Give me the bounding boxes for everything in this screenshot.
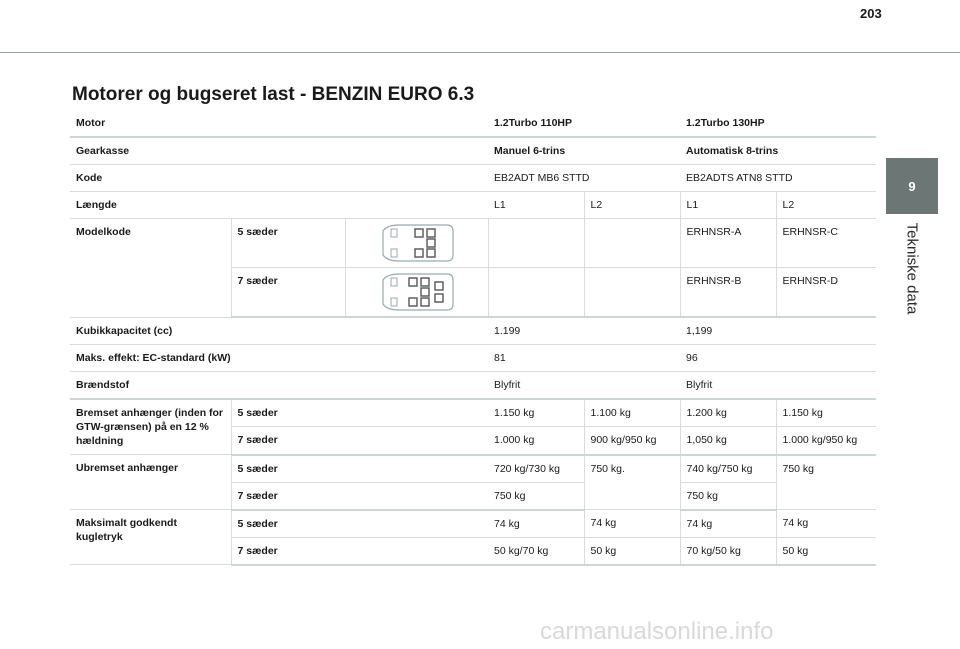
row-label: Bremset anhænger (inden for GTW-grænsen) på en 12 % hældning	[70, 399, 231, 455]
cell: 74 kg	[680, 510, 776, 538]
cell: 1.000 kg/950 kg	[776, 427, 876, 455]
watermark: carmanualsonline.info	[540, 618, 774, 645]
cell: 50 kg	[776, 537, 876, 565]
cell: 74 kg	[488, 510, 584, 538]
table-row	[70, 317, 876, 345]
cell	[584, 268, 680, 318]
cell: 1.200 kg	[680, 399, 776, 427]
table-row	[70, 192, 876, 219]
cell: 1,050 kg	[680, 427, 776, 455]
header-rule	[0, 52, 960, 53]
cell: 1.150 kg	[776, 399, 876, 427]
page-title: Motorer og bugseret last - BENZIN EURO 6.3	[72, 84, 475, 105]
cell: EB2ADTS ATN8 STTD	[680, 165, 876, 192]
row-label: Brændstof	[70, 372, 488, 400]
cell: 1,199	[680, 317, 876, 345]
seat-layout-7-icon	[345, 268, 488, 318]
row-label: Maks. effekt: EC-standard (kW)	[70, 345, 488, 372]
row-label: Kode	[70, 165, 488, 192]
seat-label: 7 sæder	[231, 482, 488, 510]
cell: 1.000 kg	[488, 427, 584, 455]
cell	[584, 219, 680, 268]
cell: 750 kg.	[584, 455, 680, 510]
row-label: Ubremset anhænger	[70, 455, 231, 510]
cell: L1	[488, 192, 584, 219]
seat-label: 7 sæder	[231, 537, 488, 565]
cell: 750 kg	[680, 482, 776, 510]
cell: ERHNSR-A	[680, 219, 776, 268]
row-label: Gearkasse	[70, 137, 488, 165]
row-label: Modelkode	[70, 219, 231, 318]
table-row	[70, 165, 876, 192]
table-row	[70, 110, 876, 137]
cell: ERHNSR-D	[776, 268, 876, 318]
cell: L1	[680, 192, 776, 219]
table-row	[70, 510, 876, 538]
cell: 50 kg/70 kg	[488, 537, 584, 565]
cell: 720 kg/730 kg	[488, 455, 584, 483]
cell: 81	[488, 345, 680, 372]
cell: 1.100 kg	[584, 399, 680, 427]
seat-label: 5 sæder	[231, 219, 345, 268]
row-label: Maksimalt godkendt kugletryk	[70, 510, 231, 565]
cell: 1.150 kg	[488, 399, 584, 427]
table-row	[70, 455, 876, 483]
cell: 74 kg	[584, 510, 680, 538]
cell: L2	[584, 192, 680, 219]
cell: Automatisk 8-trins	[680, 137, 876, 165]
cell: Blyfrit	[488, 372, 680, 400]
row-label: Længde	[70, 192, 488, 219]
seat-label: 7 sæder	[231, 427, 488, 455]
row-label: Motor	[70, 110, 488, 137]
seat-label: 5 sæder	[231, 455, 488, 483]
row-label: Kubikkapacitet (cc)	[70, 317, 488, 345]
cell	[488, 268, 584, 318]
seat-label: 5 sæder	[231, 399, 488, 427]
cell: 70 kg/50 kg	[680, 537, 776, 565]
page-number: 203	[860, 6, 882, 21]
seat-layout-5-icon	[345, 219, 488, 268]
cell	[488, 219, 584, 268]
table-row	[70, 399, 876, 427]
chapter-tab[interactable]: 9	[886, 158, 938, 214]
engine-spec-table	[70, 110, 876, 566]
seat-label: 7 sæder	[231, 268, 345, 318]
cell: Blyfrit	[680, 372, 876, 400]
cell: Manuel 6-trins	[488, 137, 680, 165]
table-row	[70, 219, 876, 268]
cell: 1.2Turbo 130HP	[680, 110, 876, 137]
cell: 50 kg	[584, 537, 680, 565]
table-row	[70, 345, 876, 372]
cell: 1.2Turbo 110HP	[488, 110, 680, 137]
chapter-title: Tekniske data	[903, 222, 921, 315]
cell: 750 kg	[776, 455, 876, 510]
table-row	[70, 372, 876, 400]
cell: 740 kg/750 kg	[680, 455, 776, 483]
cell: L2	[776, 192, 876, 219]
cell: ERHNSR-C	[776, 219, 876, 268]
cell: 900 kg/950 kg	[584, 427, 680, 455]
cell: 750 kg	[488, 482, 584, 510]
cell: 1.199	[488, 317, 680, 345]
cell: EB2ADT MB6 STTD	[488, 165, 680, 192]
cell: ERHNSR-B	[680, 268, 776, 318]
table-row	[70, 137, 876, 165]
seat-label: 5 sæder	[231, 510, 488, 538]
cell: 74 kg	[776, 510, 876, 538]
cell: 96	[680, 345, 876, 372]
